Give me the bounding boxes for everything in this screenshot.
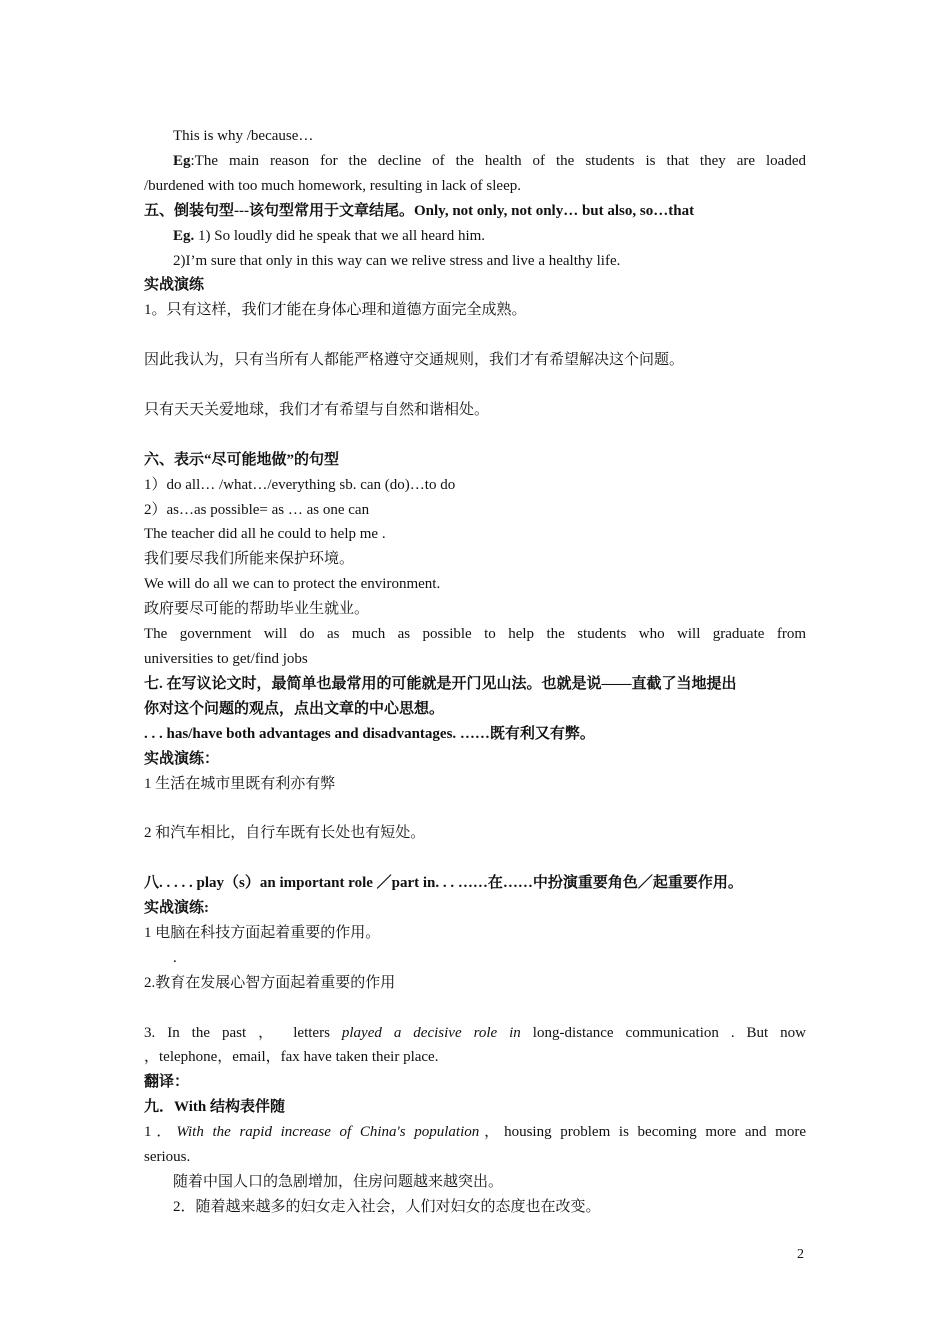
section-heading-7-cont: 你对这个问题的观点，点出文章的中心思想。 [144, 700, 445, 717]
eg-label: Eg [173, 152, 191, 169]
exercise-item: 2．随着越来越多的妇女走入社会，人们对妇女的态度也在改变。 [173, 1198, 601, 1215]
text-line: universities to get/find jobs [144, 650, 308, 667]
section-heading-8: 八. . . . . play（s）an important role ／part in. . . ……在……中扮演重要角色／起重要作用。 [144, 875, 743, 892]
section-heading-7: 七. 在写议论文时，最简单也最常用的可能就是开门见山法。也就是说——直截了当地提出 [144, 675, 737, 692]
example-line [144, 1021, 806, 1046]
text-span: 3. In the past ， letters [144, 1024, 342, 1041]
blank-line [144, 846, 806, 871]
text-line: 2)I’m sure that only in this way can we relive stress and live a healthy life. [173, 252, 621, 269]
text-line: /burdened with too much homework, resulting in lack of sleep. [144, 177, 521, 194]
exercise-item: 2.教育在发展心智方面起着重要的作用 [144, 974, 396, 991]
blank-line [144, 323, 806, 348]
text-line: The government will do as much as possible to help the students who will graduate from [144, 626, 806, 643]
practice-heading: 实战演练： [144, 750, 220, 767]
translation-line: 随着中国人口的急剧增加，住房问题越来越突出。 [173, 1173, 504, 1190]
exercise-item: 只有天天关爱地球，我们才有希望与自然和谐相处。 [144, 401, 490, 418]
exercise-item: 2 和汽车相比，自行车既有长处也有短处。 [144, 825, 426, 842]
text-span: :The main reason for the decline of the health of the students is that they are loaded [190, 152, 806, 169]
italic-span: played a decisive role in [341, 1024, 521, 1041]
example-line: serious. [144, 1149, 191, 1166]
text-line: The teacher did all he could to help me . [144, 526, 386, 543]
section-heading-9: 九．With 结构表伴随 [144, 1099, 285, 1116]
text-line: 1）do all… /what…/everything sb. can (do)…to do [144, 476, 456, 493]
pattern-line: . . . has/have both advantages and disadvantages. ……既有利又有弊。 [144, 725, 595, 742]
practice-heading: 实战演练 [144, 277, 205, 294]
example-line [144, 1120, 806, 1145]
section-heading-6: 六、表示“尽可能地做”的句型 [144, 451, 340, 468]
text-span: long-distance communication . But now [520, 1024, 807, 1041]
example-line: ，telephone，email，fax have taken their place. [144, 1049, 439, 1066]
blank-line [144, 996, 806, 1021]
text-line [144, 149, 806, 174]
page-number: 2 [797, 1247, 804, 1262]
blank-line [144, 373, 806, 398]
document-body [144, 124, 806, 1220]
exercise-item: 1 生活在城市里既有利亦有弊 [144, 775, 336, 792]
dot-line: . [173, 949, 177, 966]
text-line [144, 224, 806, 249]
blank-line [144, 796, 806, 821]
text-span: ，housing problem is becoming more and more [479, 1124, 806, 1141]
text-span: 1) So loudly did he speak that we all heard him. [194, 227, 486, 244]
text-line: 政府要尽可能的帮助毕业生就业。 [144, 601, 370, 618]
translate-heading: 翻译： [144, 1074, 190, 1091]
exercise-item: 1。只有这样，我们才能在身体心理和道德方面完全成熟。 [144, 302, 527, 319]
text-line: 2）as…as possible= as … as one can [144, 501, 370, 518]
practice-heading: 实战演练: [144, 900, 209, 917]
blank-line [144, 423, 806, 448]
exercise-item: 因此我认为，只有当所有人都能严格遵守交通规则，我们才有希望解决这个问题。 [144, 352, 685, 369]
exercise-item: 1 电脑在科技方面起着重要的作用。 [144, 924, 381, 941]
text-span: 1． [144, 1124, 177, 1141]
text-line: 我们要尽我们所能来保护环境。 [144, 551, 355, 568]
text-line: We will do all we can to protect the environment. [144, 576, 441, 593]
italic-span: With the rapid increase of China's population [176, 1124, 480, 1141]
text-line: This is why /because… [173, 128, 314, 144]
section-heading-5: 五、倒装句型---该句型常用于文章结尾。Only, not only, not only… but also, so…that [144, 202, 695, 219]
eg-label: Eg. [173, 227, 195, 244]
